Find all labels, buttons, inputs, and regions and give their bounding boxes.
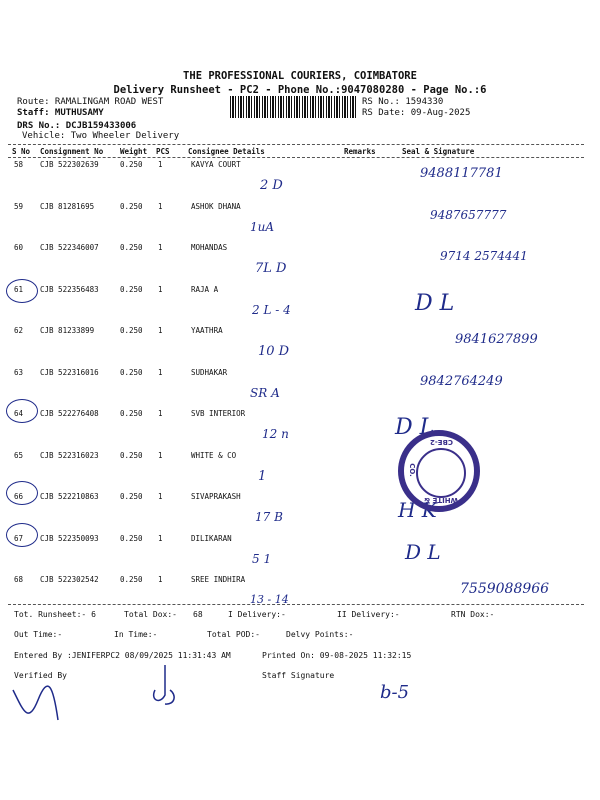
row-pcs: 1 [158,450,163,460]
staff-signature-label: Staff Signature [262,671,335,680]
row-weight: 0.250 [120,243,143,252]
row-pcs: 1 [158,160,163,169]
header-rule-bottom [8,157,584,158]
col-remarks: Remarks [344,147,376,156]
sno-circle-mark [6,523,38,547]
row-consignment: CJB 522350093 [40,533,99,543]
sno-circle-mark [6,399,38,423]
col-pcs: PCS [156,147,170,156]
row-consignee: SUDHAKAR [191,367,228,377]
row-sno: 58 [14,160,24,169]
drs-number: DRS No.: DCJB159433006 [17,121,137,131]
row-pcs: 1 [158,492,163,501]
row-weight: 0.250 [120,492,143,501]
row-pcs: 1 [158,284,163,294]
col-weight: Weight [120,147,148,156]
row-weight: 0.250 [120,450,143,460]
row-weight: 0.250 [120,367,143,377]
row-sno: 66 [14,492,24,501]
row-pcs: 1 [158,326,163,335]
row-consignment: CJB 522316023 [40,450,99,460]
handwritten-signature: D L [395,415,435,440]
row-pcs: 1 [158,533,163,543]
out-time: Out Time:- [14,630,63,639]
ii-delivery: II Delivery:- [337,610,400,619]
rtn-dox: RTN Dox:- [451,610,495,619]
row-sno: 67 [14,533,24,543]
col-sno: S No [12,147,31,156]
rs-date: RS Date: 09-Aug-2025 [362,108,471,118]
in-time: In Time:- [114,630,158,639]
row-weight: 0.250 [120,201,143,211]
sno-circle-mark [6,481,38,505]
handwritten-note: 7L D [255,261,287,276]
row-pcs: 1 [158,575,163,584]
row-sno: 65 [14,450,24,460]
row-weight: 0.250 [120,409,143,418]
row-weight: 0.250 [120,160,143,169]
row-pcs: 1 [158,243,163,252]
row-consignment: CJB 522302542 [40,575,99,584]
row-weight: 0.250 [120,533,143,543]
entered-by: Entered By :JENIFERPC2 08/09/2025 11:31:43 AM [14,651,231,660]
row-sno: 68 [14,575,24,584]
sno-circle-mark [6,279,38,303]
header-rule-top [8,144,584,145]
barcode [230,96,358,118]
col-consignee: Consignee Details [188,147,265,156]
i-delivery: I Delivery:- [228,610,286,619]
handwritten-signature: 9714 2574441 [440,249,528,263]
vehicle-label: Vehicle: Two Wheeler Delivery [22,131,180,141]
total-dox-value: 68 [193,610,203,619]
handwritten-signature: 9842764249 [420,373,503,389]
handwritten-signature: 7559088966 [460,581,550,597]
handwritten-note: 12 n [262,427,289,441]
row-consignment: CJB 522210863 [40,492,99,501]
staff-signature-scribble [145,660,185,710]
row-sno: 62 [14,326,24,335]
row-consignment: CJB 522346007 [40,243,99,252]
row-consignee: SVB INTERIOR [191,409,246,418]
runsheet-subtitle: Delivery Runsheet - PC2 - Phone No.:9047080280 - Page No.:6 [113,84,487,96]
staff-label: Staff: MUTHUSAMY [17,108,104,118]
stamp-text-top: CBE-2 [430,438,454,446]
total-pod: Total POD:- [207,630,260,639]
row-pcs: 1 [158,201,163,211]
handwritten-note: 1uA [250,219,275,234]
row-consignee: MOHANDAS [191,243,228,252]
handwritten-note: 1 [258,468,267,484]
row-weight: 0.250 [120,284,143,294]
handwritten-signature: H K [398,498,437,522]
row-consignee: RAJA A [191,284,219,294]
row-weight: 0.250 [120,575,143,584]
handwritten-signature: 9487657777 [430,207,507,222]
row-sno: 59 [14,201,24,211]
stamp-inner-ring [416,448,466,498]
col-seal: Seal & Signature [402,147,475,156]
row-pcs: 1 [158,409,163,418]
totals-rule [8,604,584,605]
handwritten-note: SR A [250,385,280,400]
handwritten-note: 13 - 14 [250,593,289,606]
verified-by: Verified By [14,671,67,680]
handwritten-note: 2 D [260,178,283,193]
row-consignment: CJB 522276408 [40,409,99,418]
row-pcs: 1 [158,367,163,377]
row-sno: 64 [14,409,24,418]
handwritten-note: 2 L - 4 [252,302,291,317]
row-sno: 63 [14,367,24,377]
company-stamp [398,430,480,512]
row-consignee: KAVYA COURT [191,160,241,169]
verifier-signature-scribble [8,680,68,730]
row-consignee: YAATHRA [191,326,223,335]
row-sno: 60 [14,243,24,252]
company-title: THE PROFESSIONAL COURIERS, COIMBATORE [183,70,417,82]
printed-on: Printed On: 09-08-2025 11:32:15 [262,651,412,660]
col-consignment: Consignment No [40,147,104,156]
rs-number: RS No.: 1594330 [362,97,444,107]
total-dox-label: Total Dox:- [124,610,177,619]
stamp-text-left: CO. [407,463,416,477]
row-consignment: CJB 522316016 [40,367,99,377]
row-consignee: SREE INDHIRA [191,575,246,584]
row-consignment: CJB 81281695 [40,201,95,211]
total-runsheet: Tot. Runsheet:- 6 [14,610,96,619]
handwritten-signature: 9841627899 [455,332,538,347]
handwritten-signature: D L [405,539,441,564]
row-consignment: CJB 81233899 [40,326,95,335]
delivery-points: Delvy Points:- [286,630,354,639]
handwritten-note: 10 D [258,344,290,359]
row-weight: 0.250 [120,326,143,335]
handwritten-note: 5 1 [252,551,272,566]
handwritten-footer-note: b-5 [380,682,410,703]
row-consignee: WHITE & CO [191,450,237,460]
row-consignee: ASHOK DHANA [191,201,241,211]
row-consignment: CJB 522302639 [40,160,99,169]
row-consignee: DILIKARAN [191,533,232,543]
handwritten-signature: 9488117781 [420,166,503,181]
row-consignee: SIVAPRAKASH [191,492,241,501]
stamp-text-bottom: WHITE & [424,496,459,504]
handwritten-note: 17 B [255,510,283,524]
handwritten-signature: D L [415,290,455,316]
route-label: Route: RAMALINGAM ROAD WEST [17,97,164,107]
row-consignment: CJB 522356483 [40,284,99,294]
row-sno: 61 [14,284,24,294]
